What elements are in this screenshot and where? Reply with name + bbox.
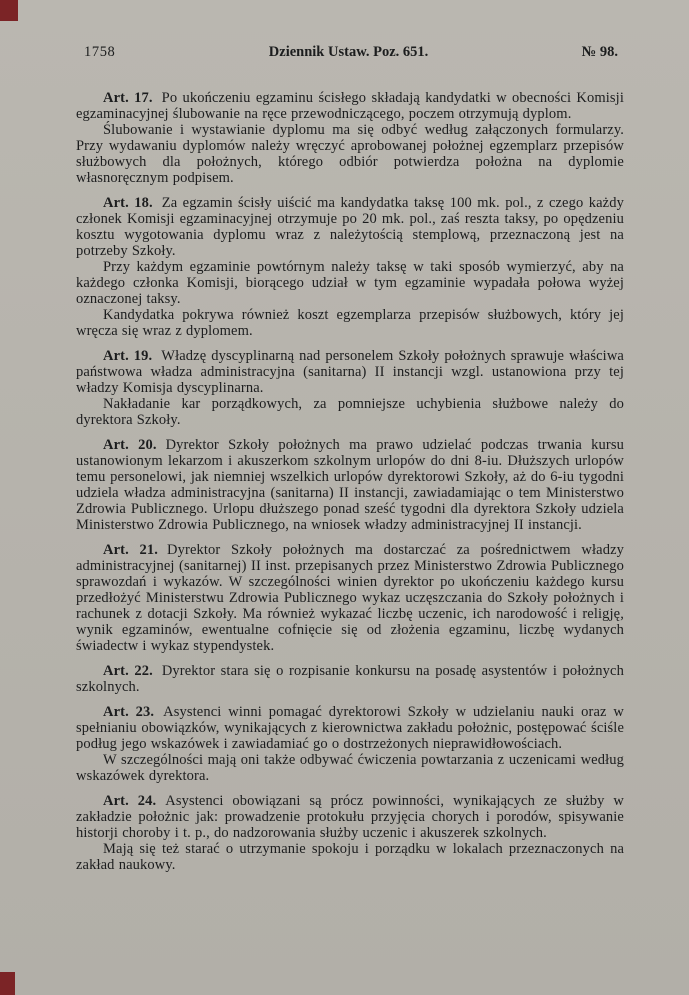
paragraph [76,437,624,533]
paragraph: Kandydatka pokrywa również koszt egzemplarza przepisów służbowych, który jej wręcza się wraz z dyplomem. [76,307,624,339]
paragraph-text: Po ukończeniu egzaminu ścisłego składają kandydatki w obecności Komisji egzaminacyjnej ślubowanie na ręce przewodniczącego, poczem otrzymują dyplom. [76,90,624,122]
article-label: Art. 23. [103,704,155,720]
article-label: Art. 17. [103,90,153,106]
article-label: Art. 24. [103,793,157,809]
article-21 [76,542,624,654]
article-label: Art. 22. [103,663,153,679]
paragraph-text: Władzę dyscyplinarną nad personelem Szkoły położnych sprawuje właściwa państwowa władza administracyjna (sanitarna) II instancji wzgl. ustanowiona przy tej władzy Komisja dyscyplinarna. [76,348,624,396]
scan-corner-mark-bottom [0,972,15,995]
articles [76,90,624,873]
paragraph [76,90,624,122]
article-label: Art. 19. [103,348,153,364]
article-label: Art. 21. [103,542,159,558]
paragraph: Przy każdym egzaminie powtórnym należy taksę w taki sposób wymierzyć, aby na każdego członka Komisji, biorącego udział w tym egzaminie wypadała połowa wyżej oznaczonej taksy. [76,259,624,307]
paragraph-text: Asystenci obowiązani są prócz powinności, wynikających ze służby w zakładzie położnic jak: prowadzenie protokułu przyjęcia chorych i porodów, spisywanie historji choroby i t. p., do nadzorowania służby uczenic i akuszerek szkolnych. [76,793,624,841]
article-22 [76,663,624,695]
paragraph: Mają się też starać o utrzymanie spokoju i porządku w lokalach przeznaczonych na zakład naukowy. [76,841,624,873]
issue-number: № 98. [581,44,618,60]
paragraph-text: Dyrektor stara się o rozpisanie konkursu na posadę asystentów i położnych szkolnych. [76,663,624,695]
paragraph: Ślubowanie i wystawianie dyplomu ma się odbyć według załączonych formularzy. Przy wydawaniu dyplomów należy wręczyć aprobowanej położnej egzemplarz przepisów służbowych dla położnych, którego odbiór potwierdza położna na dyplomie własnoręcznym podpisem. [76,122,624,186]
page-number: 1758 [84,44,116,60]
article-20 [76,437,624,533]
journal-title: Dziennik Ustaw. Poz. 651. [268,44,429,60]
paragraph [76,663,624,695]
article-19 [76,348,624,428]
paragraph [76,348,624,396]
article-label: Art. 20. [103,437,157,453]
paragraph-text: Za egzamin ścisły uiścić ma kandydatka taksę 100 mk. pol., z czego każdy członek Komisji egzaminacyjnej otrzymuje po 20 mk. pol., zaś reszta taksy, po opędzeniu kosztu wygotowania dyplomu wraz z należytością stemplową, przeznaczoną jest na potrzeby Szkoły. [76,195,624,259]
paragraph: W szczególności mają oni także odbywać ćwiczenia powtarzania z uczenicami według wskazówek dyrektora. [76,752,624,784]
paragraph-text: Dyrektor Szkoły położnych ma prawo udzielać podczas trwania kursu ustanowionym lekarzom i akuszerkom szkolnym urlopów do dni 8-iu. Dłuższych urlopów temu personelowi, jak niemniej wszelkich urlopów dyrektorowi Szkoły, aż do 6-iu tygodni udziela władza administracyjna (sanitarna) II instancji, zawiadamiając o tem Ministerstwo Zdrowia Publicznego. Urlopu dłuższego ponad sześć tygodni dla dyrektora Szkoły udziela Ministerstwo Zdrowia Publicznego, na wniosek władzy administracyjnej II instancji. [76,437,624,533]
article-23 [76,704,624,784]
page-content [76,44,624,873]
paragraph [76,542,624,654]
paragraph [76,793,624,841]
page-header [76,44,624,61]
paragraph-text: Dyrektor Szkoły położnych ma dostarczać za pośrednictwem władzy administracyjnej (sanitarnej) II inst. przepisanych przez Ministerstwo Zdrowia Publicznego sprawozdań i wykazów. W szczególności winien dyrektor po ukończeniu każdego kursu przedłożyć Ministerstwu Zdrowia Publicznego wykaz uczęszczania do Szkoły położnych i rachunek z dotacji Szkoły. Ma również wykazać liczbę uczenic, ich narodowość i religję, wynik egzaminów, ewentualne cofnięcie się od złożenia egzaminu, liczbę wydanych świadectw i wykaz stypendystek. [76,542,624,654]
article-label: Art. 18. [103,195,153,211]
article-18 [76,195,624,339]
paragraph [76,704,624,752]
scan-corner-mark-top [0,0,18,21]
paragraph: Nakładanie kar porządkowych, za pomniejsze uchybienia służbowe należy do dyrektora Szkoły. [76,396,624,428]
paragraph [76,195,624,259]
article-17 [76,90,624,186]
article-24 [76,793,624,873]
paragraph-text: Asystenci winni pomagać dyrektorowi Szkoły w udzielaniu nauki oraz w spełnianiu obowiązków, wynikających z kierownictwa zakładu położnic, postępować ściśle podług jego wskazówek i zawiadamiać go o dostrzeżonych nieprawidłowościach. [76,704,624,752]
